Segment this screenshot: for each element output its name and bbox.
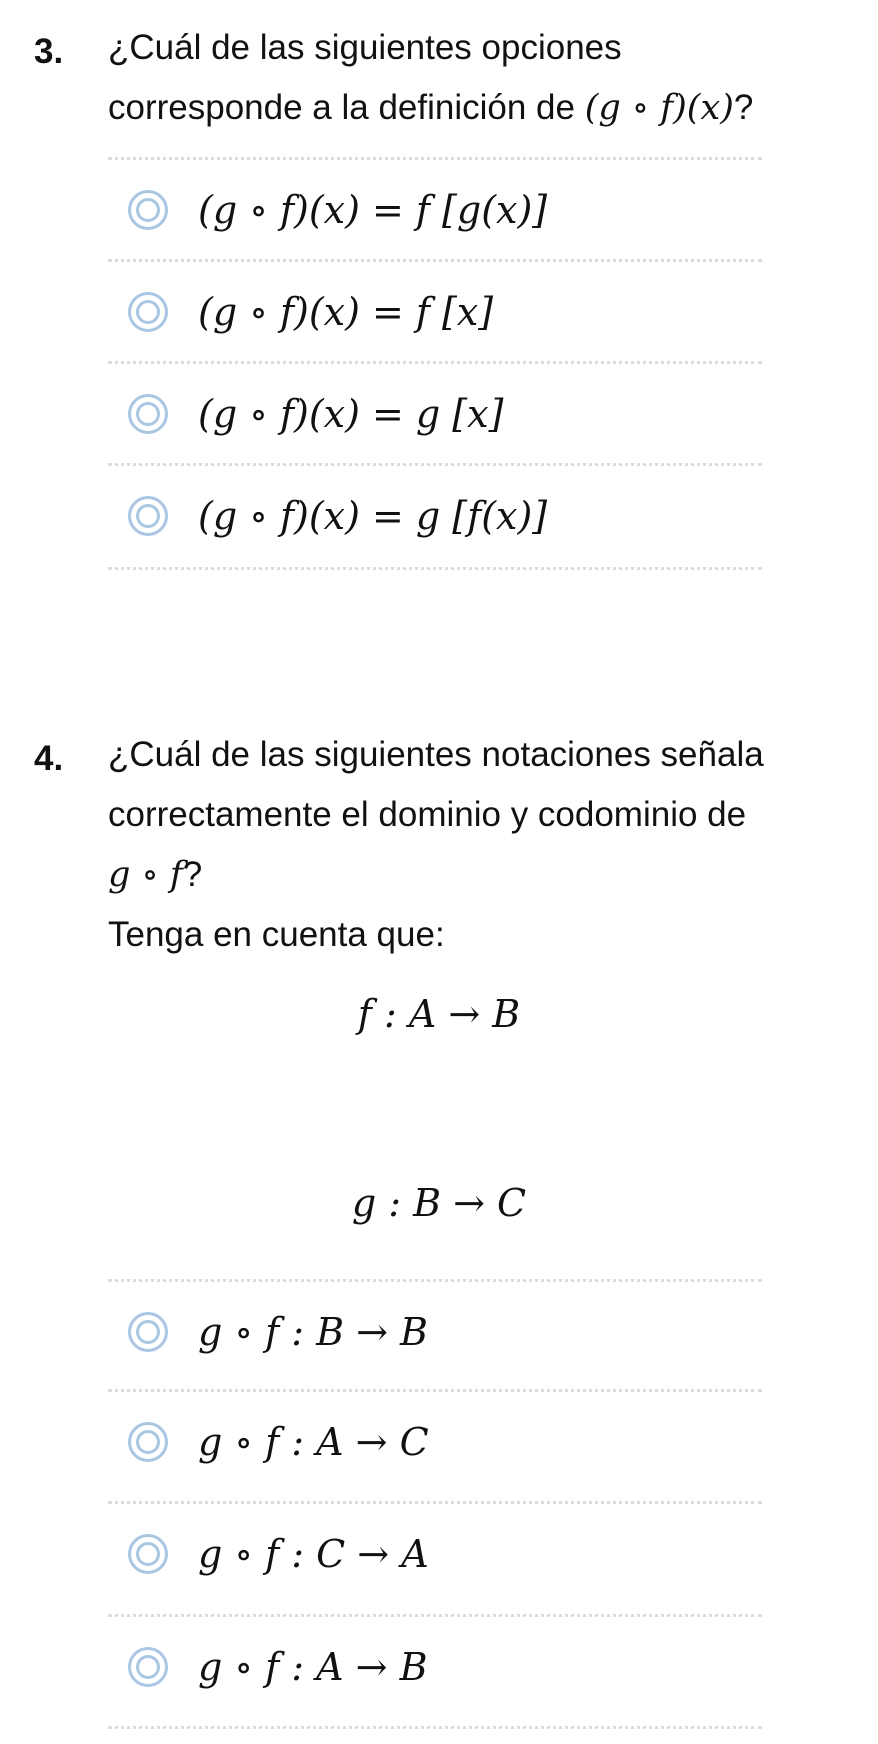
option-label: (g ∘ f)(x) = f [g(x)] [198, 188, 548, 232]
question-text-prefix: corresponde a la definición de [108, 88, 585, 127]
question-line [108, 78, 868, 138]
answer-option[interactable] [108, 1390, 762, 1500]
divider [108, 1726, 762, 1729]
question-number: 3. [34, 32, 64, 71]
math-expression: g ∘ f [108, 855, 183, 895]
question-number: 4. [34, 739, 64, 778]
answer-option[interactable] [108, 158, 762, 268]
question-line: Tenga en cuenta que: [108, 915, 445, 954]
radio-unselected-icon[interactable] [128, 292, 168, 332]
option-label: (g ∘ f)(x) = g [x] [198, 392, 504, 436]
divider [108, 567, 762, 570]
question-text [108, 725, 868, 965]
question-mark: ? [733, 88, 754, 127]
option-label: g ∘ f : C → A [198, 1532, 429, 1576]
given-function-g: g : B → C [351, 1181, 527, 1225]
option-label: g ∘ f : A → B [198, 1645, 428, 1689]
given-function-f: f : A → B [357, 992, 521, 1036]
math-expression: (g ∘ f)(x) [584, 88, 734, 128]
radio-unselected-icon[interactable] [128, 1422, 168, 1462]
radio-unselected-icon[interactable] [128, 1534, 168, 1574]
answer-option[interactable] [108, 260, 762, 370]
radio-unselected-icon[interactable] [128, 1647, 168, 1687]
answer-option[interactable] [108, 464, 762, 574]
question-line: correctamente el dominio y codominio de [108, 795, 747, 834]
question-line: ¿Cuál de las siguientes opciones [108, 28, 622, 67]
option-label: g ∘ f : B → B [198, 1310, 428, 1354]
question-line: ¿Cuál de las siguientes notaciones señala [108, 735, 764, 774]
option-label: (g ∘ f)(x) = g [f(x)] [198, 494, 548, 538]
radio-unselected-icon[interactable] [128, 394, 168, 434]
option-label: g ∘ f : A → C [198, 1420, 429, 1464]
answer-option[interactable] [108, 1502, 762, 1612]
radio-unselected-icon[interactable] [128, 1312, 168, 1352]
radio-unselected-icon[interactable] [128, 496, 168, 536]
answer-option[interactable] [108, 1615, 762, 1725]
question-mark: ? [182, 855, 203, 894]
option-label: (g ∘ f)(x) = f [x] [198, 290, 494, 334]
question-text [108, 18, 868, 138]
answer-option[interactable] [108, 362, 762, 472]
question-line [108, 845, 868, 905]
radio-unselected-icon[interactable] [128, 190, 168, 230]
answer-option[interactable] [108, 1280, 762, 1390]
